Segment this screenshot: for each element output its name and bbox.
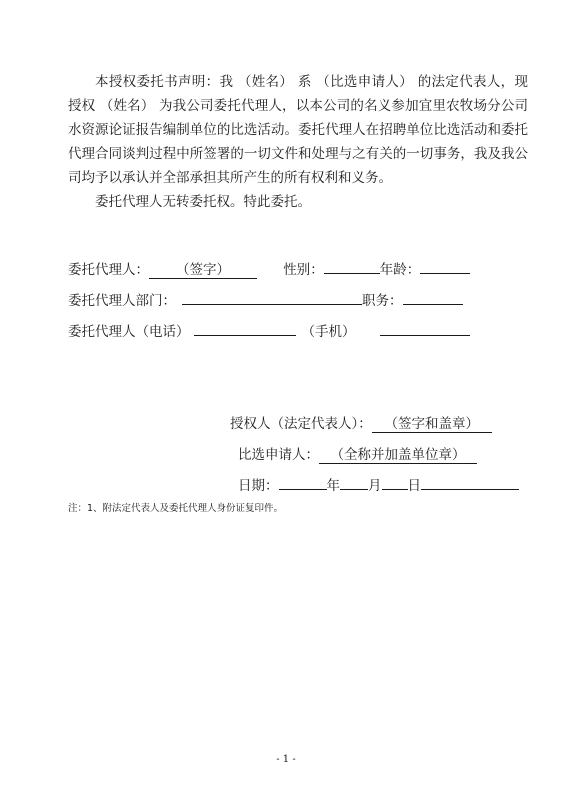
age-label: 年龄： bbox=[379, 262, 421, 278]
applicant-sign-field[interactable] bbox=[319, 447, 477, 464]
applicant-sign-hint: （全称并加盖单位章） bbox=[330, 447, 466, 463]
page-number: - 1 - bbox=[276, 754, 296, 765]
mobile-field[interactable] bbox=[380, 335, 470, 336]
applicant-row bbox=[238, 443, 477, 464]
phone-field[interactable] bbox=[194, 335, 296, 336]
day-field[interactable] bbox=[382, 489, 408, 490]
year-label: 年 bbox=[326, 478, 340, 494]
agent-sign-field[interactable] bbox=[149, 262, 257, 279]
age-field[interactable] bbox=[420, 273, 470, 274]
phone-row bbox=[68, 320, 470, 340]
declaration-paragraph: 本授权委托书声明：我 （姓名） 系 （比选申请人） 的法定代表人，现授权 （姓名） 为我公司委托代理人，以本公司的名义参加宜里农牧场分公司水资源论证报告编制单位的比选活动。委托代理人在招聘单位比选活动和委托代理合同谈判过程中所签署的一切文件和处理与之有关的一切事务，我及我公司均予以承认并全部承担其所产生的所有权利和义务。 bbox=[68, 74, 528, 186]
no-subdelegation-paragraph: 委托代理人无转委托权。特此委托。 bbox=[95, 194, 311, 210]
date-label: 日期： bbox=[238, 478, 279, 494]
position-field[interactable] bbox=[403, 304, 463, 305]
year-field[interactable] bbox=[279, 489, 327, 490]
mobile-label: （手机） bbox=[301, 324, 356, 340]
gender-label: 性别： bbox=[283, 262, 324, 278]
date-row bbox=[238, 474, 519, 494]
day-label: 日 bbox=[407, 478, 421, 494]
agent-sign-hint: （签字） bbox=[176, 262, 230, 278]
department-label: 委托代理人部门： bbox=[68, 293, 176, 309]
month-label: 月 bbox=[368, 478, 382, 494]
department-row bbox=[68, 289, 463, 309]
authorizer-label: 授权人（法定代表人）： bbox=[230, 416, 372, 432]
applicant-label: 比选申请人： bbox=[238, 447, 319, 463]
position-label: 职务： bbox=[362, 293, 403, 309]
department-field[interactable] bbox=[182, 304, 362, 305]
gender-field[interactable] bbox=[324, 273, 380, 274]
agent-row bbox=[68, 258, 470, 279]
authorizer-sign-hint: （签字和盖章） bbox=[384, 416, 479, 432]
date-extra-field[interactable] bbox=[421, 489, 519, 490]
authorizer-row bbox=[230, 412, 492, 433]
authorizer-sign-field[interactable] bbox=[372, 416, 492, 433]
attachment-note: 注：1、附法定代表人及委托代理人身份证复印件。 bbox=[68, 503, 284, 514]
month-field[interactable] bbox=[340, 489, 368, 490]
agent-label: 委托代理人： bbox=[68, 262, 149, 278]
phone-label: 委托代理人（电话） bbox=[68, 324, 190, 340]
